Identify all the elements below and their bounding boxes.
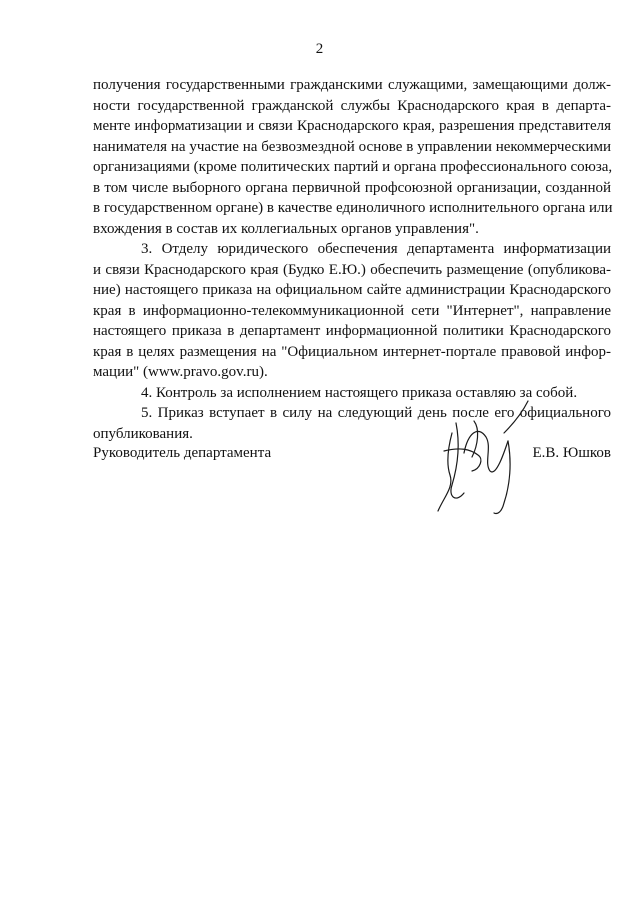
paragraph-4: 4. Контроль за исполнением настоящего приказа оставляю за собой. — [141, 384, 578, 401]
body-line: края в целях размещения на "Официальном интернет-портале правовой инфор- — [93, 343, 611, 360]
body-line: получения государственными гражданскими служащими, замещающими долж- — [93, 77, 611, 93]
body-line: нанимателя на участие на безвозмездной основе в управлении некоммерческими — [93, 138, 611, 155]
document-body — [93, 75, 611, 444]
body-line: ности государственной гражданской службы Краснодарского края в департа- — [93, 97, 611, 114]
body-line: ние) настоящего приказа на официальном сайте администрации Краснодарского — [93, 282, 611, 298]
body-line: организациями (кроме политических партий и органа профессионального союза, — [93, 159, 613, 175]
signer-title: Руководитель департамента — [93, 445, 272, 461]
body-line: края в информационно-телекоммуникационной сети "Интернет", направление — [93, 302, 611, 319]
body-line: менте информатизации и связи Краснодарского края, разрешения представителя — [93, 118, 611, 134]
body-line: опубликования. — [93, 425, 193, 442]
paragraph-5-first-line: 5. Приказ вступает в силу на следующий день после его официального — [141, 405, 611, 421]
signer-name: Е.В. Юшков — [532, 445, 611, 461]
body-line: вхождения в состав их коллегиальных органов управления". — [93, 220, 479, 237]
body-line: и связи Краснодарского края (Будко Е.Ю.) обеспечить размещение (опубликова- — [93, 261, 611, 278]
body-line: мации" (www.pravo.gov.ru). — [93, 364, 268, 380]
page-number: 2 — [315, 41, 324, 57]
body-line: в государственном органе) в качестве единоличного исполнительного органа или — [93, 200, 613, 216]
handwritten-signature — [434, 393, 544, 523]
body-line: настоящего приказа в департамент информационной политики Краснодарского — [93, 323, 611, 339]
paragraph-3-first-line: 3. Отделу юридического обеспечения департамента информатизации — [141, 241, 611, 257]
signature-block — [93, 443, 611, 523]
body-line: в том числе выборного органа первичной профсоюзной организации, созданной — [93, 179, 611, 196]
